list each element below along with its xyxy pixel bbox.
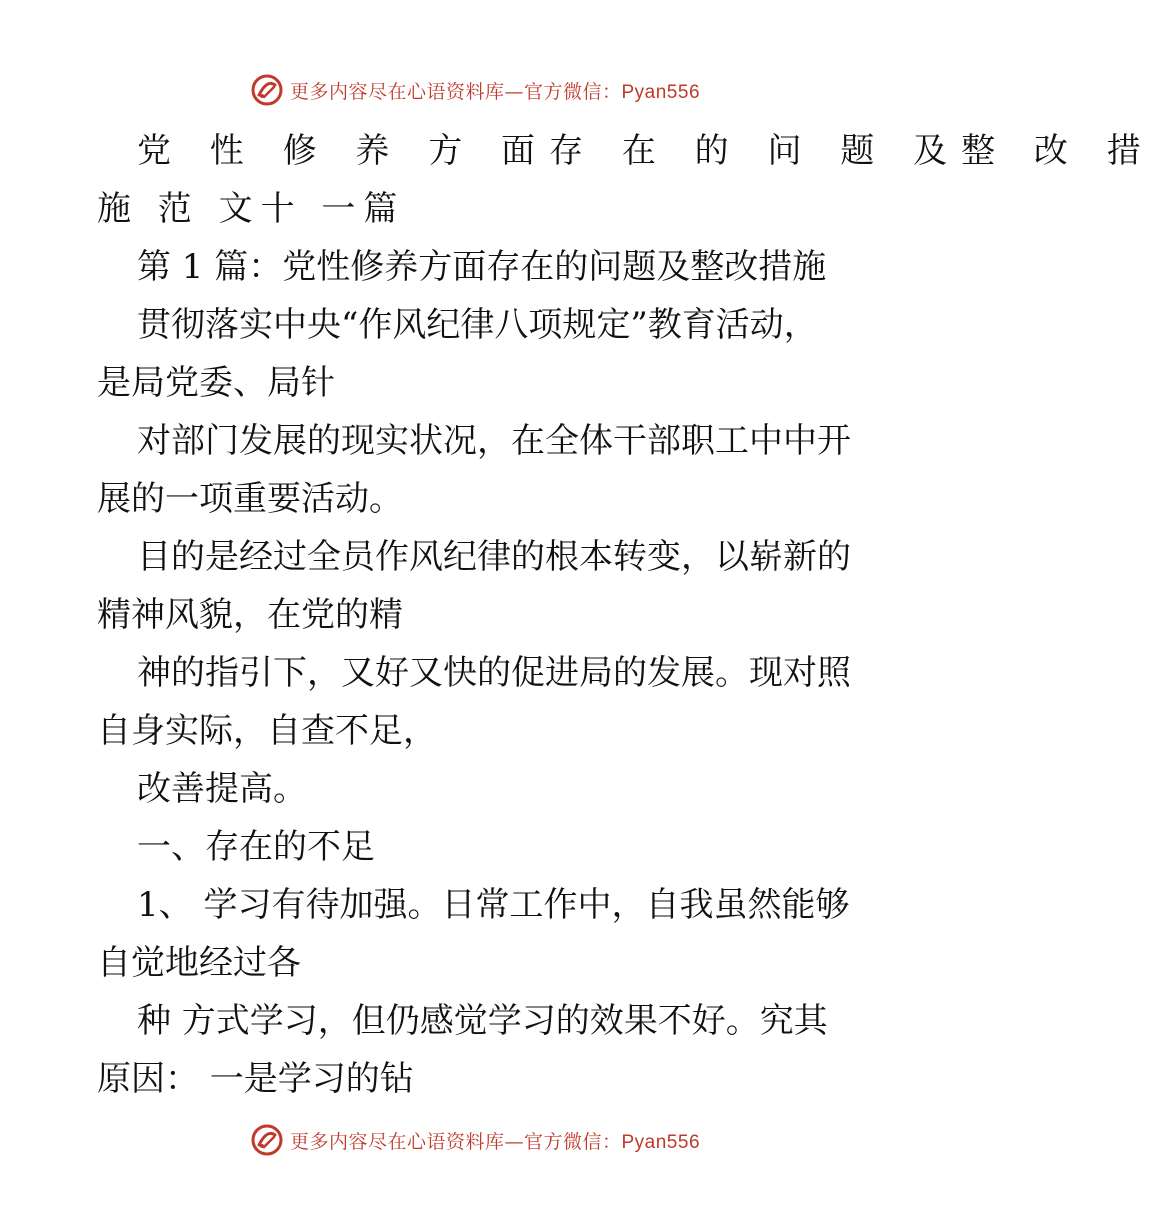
footer-banner <box>0 1120 950 1160</box>
banner-main-text: 更多内容尽在心语资料库 <box>289 1130 505 1153</box>
doc-line: 改善提高。 <box>137 769 307 809</box>
doc-line: 贯彻落实中央“作风纪律八项规定”教育活动， <box>137 305 818 345</box>
doc-line: 1、 学习有待加强。日常工作中，自我虽然能够 <box>137 885 850 925</box>
doc-section-heading: 一、存在的不足 <box>137 827 375 867</box>
logo-icon <box>250 73 284 107</box>
doc-line: 精神风貌，在党的精 <box>97 595 403 635</box>
banner-dash: — <box>504 80 524 103</box>
banner-official-label: 官方微信： <box>523 1130 622 1153</box>
header-banner <box>0 70 950 110</box>
banner-text <box>290 77 700 104</box>
doc-line: 种 方式学习，但仍感觉学习的效果不好。究其 <box>137 1001 828 1041</box>
banner-main-text: 更多内容尽在心语资料库 <box>289 80 505 103</box>
doc-line: 目的是经过全员作风纪律的根本转变，以崭新的 <box>137 537 851 577</box>
doc-line: 是局党委、局针 <box>97 363 335 403</box>
doc-line: 展的一项重要活动。 <box>97 479 403 519</box>
banner-dash: — <box>504 1130 524 1153</box>
doc-line: 对部门发展的现实状况，在全体干部职工中中开 <box>137 421 851 461</box>
banner-wechat-id: Pyan556 <box>621 81 701 103</box>
banner-text <box>290 1127 700 1154</box>
doc-line: 原因： 一是学习的钻 <box>97 1059 414 1099</box>
logo-icon <box>250 1123 284 1157</box>
doc-title-line-2: 施 范 文十 一篇 <box>97 189 406 229</box>
banner-official-label: 官方微信： <box>523 80 622 103</box>
doc-title-line-1: 党 性 修 养 方 面存 在 的 问 题 及整 改 措 <box>137 131 1155 171</box>
doc-line: 自身实际，自查不足， <box>97 711 437 751</box>
banner-wechat-id: Pyan556 <box>621 1131 701 1153</box>
doc-line: 自觉地经过各 <box>97 943 301 983</box>
document-body <box>97 122 1155 1108</box>
doc-line: 神的指引下，又好又快的促进局的发展。现对照 <box>137 653 851 693</box>
doc-heading: 第 1 篇：党性修养方面存在的问题及整改措施 <box>137 247 827 287</box>
